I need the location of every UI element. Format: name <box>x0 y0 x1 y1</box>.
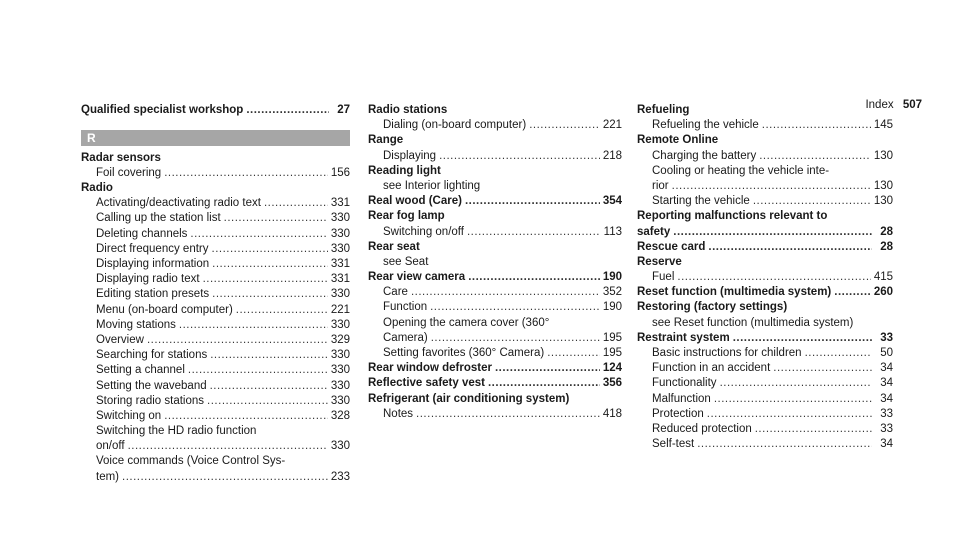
entry-label: Setting a channel <box>96 364 185 377</box>
index-subentry <box>368 285 622 300</box>
entry-label: Protection <box>652 407 704 420</box>
index-entry <box>368 270 622 285</box>
dot-leader <box>467 225 601 240</box>
index-subentry <box>368 346 622 361</box>
page-reference: 34 <box>880 392 893 405</box>
dot-leader <box>677 270 870 285</box>
entry-label: Refueling the vehicle <box>652 119 759 132</box>
dot-leader <box>224 211 328 226</box>
entry-label: Radar sensors <box>81 151 161 164</box>
entry-label: Foil covering <box>96 166 162 179</box>
dot-leader <box>128 439 328 454</box>
entry-label: safety <box>637 225 671 238</box>
entry-label: Rear fog lamp <box>368 210 445 223</box>
dot-leader <box>431 331 600 346</box>
entry-label: tem) <box>96 470 119 483</box>
index-subentry <box>637 392 893 407</box>
page-reference: 124 <box>602 362 622 375</box>
index-entry <box>368 361 622 376</box>
index-subentry <box>368 118 622 133</box>
page-number: 507 <box>902 99 922 111</box>
index-subentry <box>368 316 622 331</box>
entry-label: Moving stations <box>96 318 176 331</box>
page-reference: 190 <box>602 301 622 314</box>
page-reference: 33 <box>880 331 893 344</box>
index-subentry <box>81 409 350 424</box>
index-subentry <box>637 346 893 361</box>
entry-label: Real wood (Care) <box>368 195 462 208</box>
index-subentry <box>81 287 350 302</box>
page-reference: 415 <box>873 271 893 284</box>
entry-label: Editing station presets <box>96 288 210 301</box>
dot-leader <box>488 376 600 391</box>
dot-leader <box>122 470 328 485</box>
page-reference: 331 <box>330 273 350 286</box>
index-entry <box>81 181 350 196</box>
entry-label: Reflective safety vest <box>368 377 485 390</box>
index-subentry <box>81 318 350 333</box>
index-subentry <box>637 164 893 179</box>
page-reference: 33 <box>880 422 893 435</box>
dot-leader <box>773 361 872 376</box>
page-reference: 28 <box>880 225 893 238</box>
entry-label: Deleting channels <box>96 227 188 240</box>
dot-leader <box>164 409 328 424</box>
entry-label: on/off <box>96 440 125 453</box>
entry-label: Storing radio stations <box>96 394 205 407</box>
page-reference: 354 <box>602 195 622 208</box>
index-subentry <box>81 379 350 394</box>
entry-label: Displaying radio text <box>96 273 200 286</box>
page-reference: 331 <box>330 258 350 270</box>
page-reference: 329 <box>330 333 350 346</box>
page-reference: 330 <box>330 440 350 453</box>
dot-leader <box>439 149 600 164</box>
entry-label: Qualified specialist workshop <box>81 104 244 116</box>
dot-leader <box>697 437 872 452</box>
entry-label: Setting favorites (360° Camera) <box>383 347 545 359</box>
dot-leader <box>673 225 872 240</box>
page-reference: 221 <box>330 303 350 316</box>
index-subentry <box>637 361 893 376</box>
index-subentry <box>368 331 622 346</box>
index-subentry <box>81 166 350 181</box>
page-reference: 195 <box>602 331 622 344</box>
entry-label: Reserve <box>637 255 682 268</box>
spacer <box>81 118 350 126</box>
index-column-2 <box>368 103 622 422</box>
dot-leader <box>834 285 871 300</box>
index-entry <box>368 133 622 148</box>
dot-leader <box>147 333 328 348</box>
page-reference: 27 <box>337 104 350 116</box>
dot-leader <box>547 346 600 361</box>
dot-leader <box>733 331 872 346</box>
page-reference: 330 <box>330 288 350 301</box>
page-reference: 28 <box>880 240 893 253</box>
page-reference: 330 <box>330 379 350 392</box>
page-reference: 218 <box>602 149 622 162</box>
dot-leader <box>212 257 328 272</box>
entry-label: Switching the HD radio function <box>96 425 257 438</box>
dot-leader <box>468 270 600 285</box>
page-reference: 130 <box>873 149 893 162</box>
index-entry <box>637 209 893 224</box>
index-entry <box>368 392 622 407</box>
entry-label: Rear window defroster <box>368 362 492 375</box>
entry-label: Range <box>368 134 404 147</box>
index-subentry <box>81 333 350 348</box>
entry-label: Calling up the station list <box>96 212 221 225</box>
entry-label: Cooling or heating the vehicle inte- <box>652 164 830 177</box>
index-subentry <box>81 424 350 439</box>
section-letter-bar: R <box>81 130 350 146</box>
index-entry <box>637 240 893 255</box>
page-reference: 330 <box>330 227 350 240</box>
dot-leader <box>707 407 872 422</box>
entry-label: see Interior lighting <box>383 179 481 192</box>
entry-label: Reporting malfunctions relevant to <box>637 210 828 223</box>
index-subentry <box>368 300 622 315</box>
dot-leader <box>720 376 872 391</box>
entry-label: Refrigerant (air conditioning system) <box>368 392 570 405</box>
dot-leader <box>188 363 328 378</box>
index-subentry <box>368 225 622 240</box>
dot-leader <box>759 149 871 164</box>
index-subentry <box>368 255 622 270</box>
index-subentry <box>81 211 350 226</box>
entry-label: Setting the waveband <box>96 379 207 392</box>
index-subentry <box>81 394 350 409</box>
entry-label: Charging the battery <box>652 149 757 162</box>
entry-label: see Seat <box>383 255 429 268</box>
page-reference: 34 <box>880 438 893 451</box>
dot-leader <box>236 303 328 318</box>
page-reference: 130 <box>873 179 893 192</box>
entry-label: Reduced protection <box>652 422 752 435</box>
dot-leader <box>529 118 600 133</box>
entry-label: Rescue card <box>637 240 706 253</box>
dot-leader <box>210 348 328 363</box>
index-subentry <box>81 363 350 378</box>
entry-label: Notes <box>383 407 414 420</box>
entry-label: Direct frequency entry <box>96 242 209 255</box>
entry-label: Displaying <box>383 149 437 162</box>
index-subentry <box>368 149 622 164</box>
entry-label: Function in an accident <box>652 362 771 375</box>
page-reference: 233 <box>330 470 350 483</box>
dot-leader <box>708 240 872 255</box>
dot-leader <box>411 285 600 300</box>
entry-label: Overview <box>96 333 144 346</box>
page-reference: 418 <box>602 407 622 420</box>
dot-leader <box>465 194 600 209</box>
entry-label: Basic instructions for children <box>652 347 802 359</box>
dot-leader <box>762 118 871 133</box>
entry-label: rior <box>652 179 669 192</box>
index-entry <box>81 103 350 118</box>
page-reference: 221 <box>602 119 622 132</box>
entry-label: Voice commands (Voice Control Sys- <box>96 455 286 468</box>
dot-leader <box>672 179 871 194</box>
dot-leader <box>210 379 328 394</box>
dot-leader <box>495 361 600 376</box>
entry-label: Fuel <box>652 271 675 284</box>
entry-label: Radio stations <box>368 104 448 116</box>
index-subentry <box>637 194 893 209</box>
dot-leader <box>430 300 600 315</box>
dot-leader <box>416 407 600 422</box>
index-column-1 <box>81 103 350 485</box>
index-subentry <box>637 118 893 133</box>
index-subentry <box>81 257 350 272</box>
entry-label: Menu (on-board computer) <box>96 303 233 316</box>
entry-label: Opening the camera cover (360° <box>383 316 550 329</box>
entry-label: Reset function (multimedia system) <box>637 286 832 299</box>
index-entry <box>637 133 893 148</box>
entry-label: Restraint system <box>637 331 730 344</box>
index-entry <box>637 103 893 118</box>
page-reference: 50 <box>880 347 893 359</box>
entry-label: Radio <box>81 182 113 195</box>
index-subentry <box>637 179 893 194</box>
index-subentry <box>81 348 350 363</box>
dot-leader <box>755 422 872 437</box>
page-reference: 195 <box>602 347 622 359</box>
page-reference: 260 <box>873 286 893 299</box>
dot-leader <box>190 227 327 242</box>
dot-leader <box>753 194 871 209</box>
page-reference: 145 <box>873 119 893 132</box>
entry-label: Reading light <box>368 164 441 177</box>
entry-label: Functionality <box>652 377 717 390</box>
entry-label: Displaying information <box>96 258 210 270</box>
index-subentry <box>637 376 893 391</box>
index-entry <box>368 103 622 118</box>
index-column-3 <box>637 103 893 452</box>
entry-label: Care <box>383 286 408 299</box>
index-entry <box>368 376 622 391</box>
entry-label: Rear seat <box>368 240 420 253</box>
page-reference: 34 <box>880 362 893 375</box>
dot-leader <box>164 166 328 181</box>
entry-label: Dialing (on-board computer) <box>383 119 527 132</box>
page-reference: 330 <box>330 394 350 407</box>
dot-leader <box>179 318 328 333</box>
page-reference: 190 <box>602 271 622 284</box>
index-subentry <box>637 422 893 437</box>
index-subentry <box>637 316 893 331</box>
index-entry <box>637 331 893 346</box>
index-subentry <box>637 270 893 285</box>
entry-label: Restoring (factory settings) <box>637 301 788 314</box>
page-reference: 330 <box>330 212 350 225</box>
page-reference: 156 <box>330 166 350 179</box>
entry-label: Switching on <box>96 409 162 422</box>
dot-leader <box>246 103 329 118</box>
index-entry <box>637 255 893 270</box>
entry-label: Searching for stations <box>96 349 208 362</box>
index-subentry <box>81 242 350 257</box>
index-entry <box>637 225 893 240</box>
index-entry <box>637 300 893 315</box>
index-entry <box>368 164 622 179</box>
dot-leader <box>805 346 872 361</box>
entry-label: Switching on/off <box>383 225 464 238</box>
page-reference: 356 <box>602 377 622 390</box>
index-subentry <box>368 179 622 194</box>
entry-label: Remote Online <box>637 134 719 147</box>
entry-label: Starting the vehicle <box>652 195 750 208</box>
page-reference: 330 <box>330 242 350 255</box>
entry-label: Function <box>383 301 428 314</box>
page-reference: 328 <box>330 409 350 422</box>
index-subentry <box>637 149 893 164</box>
dot-leader <box>212 287 328 302</box>
index-subentry <box>81 303 350 318</box>
index-subentry <box>81 470 350 485</box>
index-entry <box>81 151 350 166</box>
entry-label: Activating/deactivating radio text <box>96 197 261 210</box>
page-reference: 130 <box>873 195 893 208</box>
index-subentry <box>368 407 622 422</box>
page-reference: 352 <box>602 286 622 299</box>
index-subentry <box>637 437 893 452</box>
dot-leader <box>203 272 328 287</box>
index-subentry <box>81 439 350 454</box>
page-reference: 113 <box>603 225 622 238</box>
index-title: Index <box>865 99 894 111</box>
index-subentry <box>81 227 350 242</box>
page-reference: 330 <box>330 349 350 362</box>
page-reference: 34 <box>880 377 893 390</box>
page-reference: 330 <box>330 364 350 377</box>
dot-leader <box>714 392 872 407</box>
entry-label: Self-test <box>652 438 695 451</box>
index-entry <box>368 194 622 209</box>
page-reference: 330 <box>330 318 350 331</box>
index-subentry <box>81 196 350 211</box>
entry-label: Malfunction <box>652 392 711 405</box>
index-entry <box>368 209 622 224</box>
page-reference: 33 <box>880 407 893 420</box>
index-subentry <box>637 407 893 422</box>
index-subentry <box>81 272 350 287</box>
index-entry <box>637 285 893 300</box>
entry-label: see Reset function (multimedia system) <box>652 316 854 329</box>
entry-label: Refueling <box>637 104 690 116</box>
page-reference: 331 <box>330 197 350 210</box>
dot-leader <box>264 196 328 211</box>
index-entry <box>368 240 622 255</box>
index-subentry <box>81 454 350 469</box>
entry-label: Camera) <box>383 331 428 344</box>
dot-leader <box>212 242 328 257</box>
dot-leader <box>207 394 328 409</box>
entry-label: Rear view camera <box>368 271 466 284</box>
